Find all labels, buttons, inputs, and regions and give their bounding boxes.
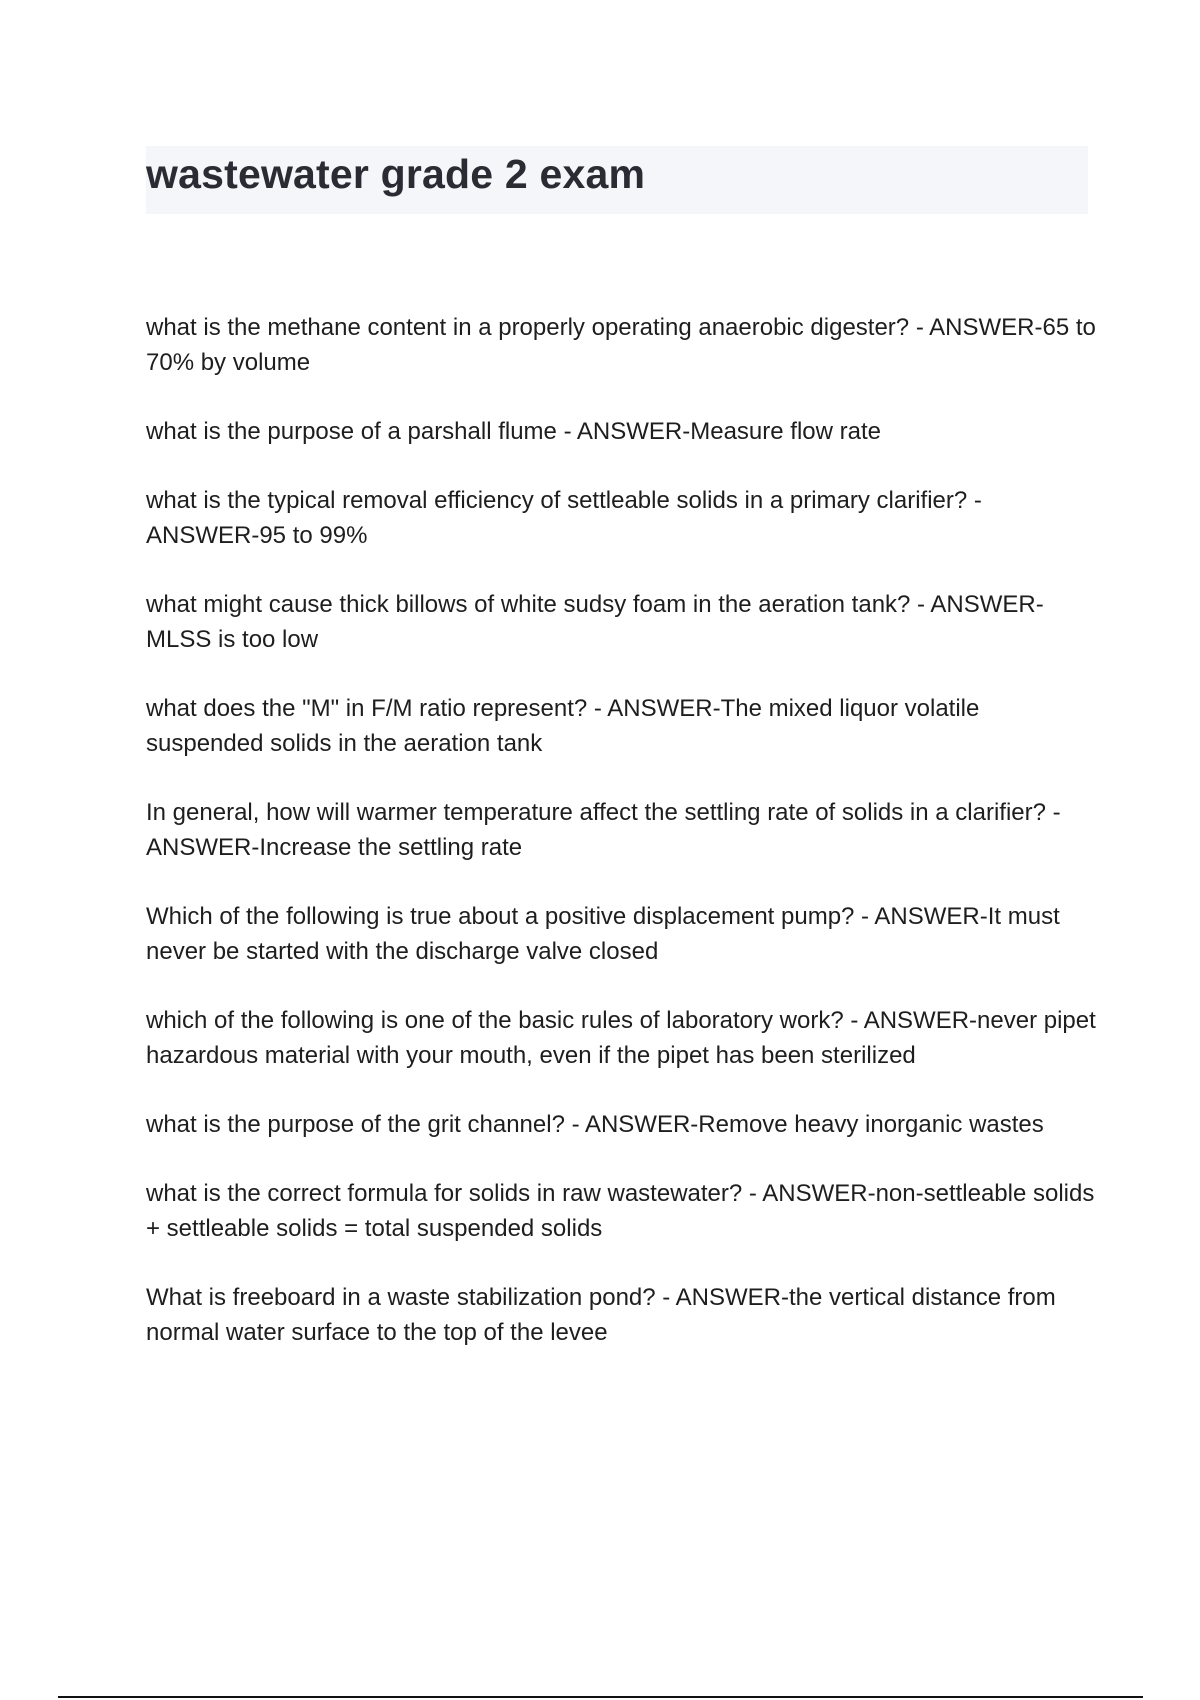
qa-item-1: what is the methane content in a properly operating anaerobic digester? - ANSWER-65 to 70% by volume	[146, 314, 1096, 376]
question-answer-list	[146, 310, 1096, 1384]
qa-item-5: what does the "M" in F/M ratio represent? - ANSWER-The mixed liquor volatile suspended solids in the aeration tank	[146, 695, 980, 757]
qa-item-9: what is the purpose of the grit channel? - ANSWER-Remove heavy inorganic wastes	[146, 1111, 1044, 1138]
qa-item-3: what is the typical removal efficiency of settleable solids in a primary clarifier? - ANSWER-95 to 99%	[146, 487, 982, 549]
qa-item-10: what is the correct formula for solids in raw wastewater? - ANSWER-non-settleable solids + settleable solids = total suspended solids	[146, 1180, 1095, 1242]
page-title: wastewater grade 2 exam	[146, 151, 646, 197]
qa-item-7: Which of the following is true about a positive displacement pump? - ANSWER-It must never be started with the discharge valve closed	[146, 903, 1060, 965]
qa-item-11: What is freeboard in a waste stabilization pond? - ANSWER-the vertical distance from normal water surface to the top of the levee	[146, 1284, 1056, 1346]
qa-item-8: which of the following is one of the basic rules of laboratory work? - ANSWER-never pipet hazardous material with your mouth, even if the pipet has been sterilized	[146, 1007, 1096, 1069]
page-bottom-divider	[58, 1696, 1143, 1698]
qa-item-2: what is the purpose of a parshall flume - ANSWER-Measure flow rate	[146, 418, 881, 445]
qa-item-6: In general, how will warmer temperature affect the settling rate of solids in a clarifier? - ANSWER-Increase the settling rate	[146, 799, 1061, 861]
qa-item-4: what might cause thick billows of white sudsy foam in the aeration tank? - ANSWER-MLSS is too low	[146, 591, 1044, 653]
